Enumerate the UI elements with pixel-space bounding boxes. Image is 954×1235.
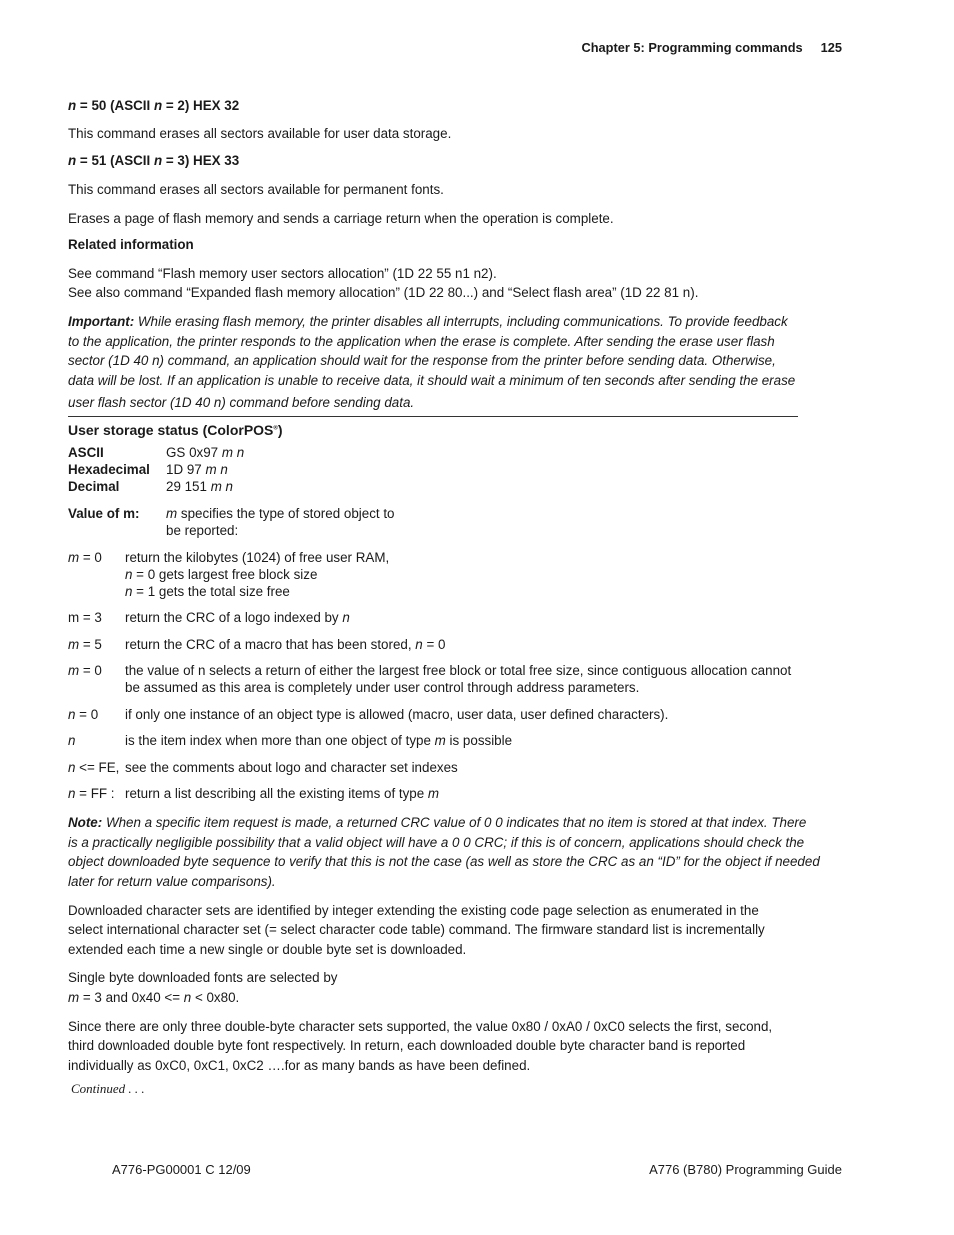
note-line-3: object downloaded byte sequence to verify that this is not the case (as well as store the CRC as an “ID” for the object if needed bbox=[68, 854, 820, 869]
important-label: Important: bbox=[68, 314, 135, 329]
page-number: 125 bbox=[820, 40, 842, 55]
page-header bbox=[581, 38, 842, 57]
param-desc: if only one instance of an object type is allowed (macro, user data, user defined characters). bbox=[125, 707, 669, 722]
section-title: User storage status (ColorPOS®) bbox=[68, 422, 283, 438]
note-line-1: Note: When a specific item request is made, a returned CRC value of 0 0 indicates that no item is stored at that index. There bbox=[68, 815, 807, 830]
value-of-m-label: Value of m: bbox=[68, 506, 140, 521]
note-line-2: is a practically negligible possibility that a valid object will have a 0 0 CRC; if this is of concern, applications should check the bbox=[68, 835, 805, 850]
param-key: n bbox=[68, 733, 76, 748]
para2-line-1: Single byte downloaded fonts are selected by bbox=[68, 970, 338, 985]
important-line-3: sector (1D 40 n) command, an application should wait for the response from the printer before sending data. Otherwise, bbox=[68, 353, 776, 368]
param-desc: return the CRC of a logo indexed by n bbox=[125, 610, 350, 625]
param-key: n <= FE, bbox=[68, 760, 120, 775]
para1-line-2: select international character set (= select character code table) command. The firmware standard list is incrementally bbox=[68, 922, 765, 937]
ascii-label: ASCII bbox=[68, 445, 104, 460]
important-line-1: Important: While erasing flash memory, the printer disables all interrupts, including communications. To provide feedback bbox=[68, 314, 788, 329]
n50-heading: n = 50 (ASCII n = 2) HEX 32 bbox=[68, 98, 240, 113]
important-line-4: data will be lost. If an application is unable to receive data, it should wait a minimum of ten seconds after sending the erase bbox=[68, 373, 796, 388]
param-key: m = 5 bbox=[68, 637, 102, 652]
value-of-m-line-2: be reported: bbox=[166, 523, 239, 538]
param-desc: return a list describing all the existing items of type m bbox=[125, 786, 440, 801]
related-line-1: See command “Flash memory user sectors allocation” (1D 22 55 n1 n2). bbox=[68, 266, 497, 281]
important-line-5: user flash sector (1D 40 n) command before sending data. bbox=[68, 395, 415, 410]
param-desc: the value of n selects a return of either the largest free block or total free size, since contiguous allocation cannot bbox=[125, 663, 792, 678]
param-desc: return the kilobytes (1024) of free user RAM, bbox=[125, 550, 390, 565]
para2-line-2: m = 3 and 0x40 <= n < 0x80. bbox=[68, 990, 240, 1005]
param-desc: is the item index when more than one object of type m is possible bbox=[125, 733, 513, 748]
para1-line-1: Downloaded character sets are identified by integer extending the existing code page selection as enumerated in the bbox=[68, 903, 759, 918]
ascii-value: GS 0x97 m n bbox=[166, 445, 245, 460]
n50-description: This command erases all sectors available for user data storage. bbox=[68, 126, 452, 141]
erase-description: Erases a page of flash memory and sends a carriage return when the operation is complete. bbox=[68, 211, 614, 226]
para1-line-3: extended each time a new single or double byte set is downloaded. bbox=[68, 942, 467, 957]
important-line-2: to the application, the printer responds to the application when the erase is complete. After sending the erase user flash bbox=[68, 334, 775, 349]
chapter-title: Chapter 5: Programming commands bbox=[581, 40, 803, 55]
param-desc: return the CRC of a macro that has been stored, n = 0 bbox=[125, 637, 446, 652]
param-desc: be assumed as this area is completely under user control through address parameters. bbox=[125, 680, 640, 695]
related-line-2: See also command “Expanded flash memory allocation” (1D 22 80...) and “Select flash area” (1D 22 81 n). bbox=[68, 285, 699, 300]
param-desc: see the comments about logo and character set indexes bbox=[125, 760, 458, 775]
para3-line-3: individually as 0xC0, 0xC1, 0xC2 ….for as many bands as have been defined. bbox=[68, 1058, 531, 1073]
param-desc: n = 0 gets largest free block size bbox=[125, 567, 318, 582]
n51-description: This command erases all sectors available for permanent fonts. bbox=[68, 182, 444, 197]
footer-doc-id: A776-PG00001 C 12/09 bbox=[112, 1162, 251, 1177]
continued-note: Continued . . . bbox=[71, 1081, 145, 1096]
decimal-label: Decimal bbox=[68, 479, 120, 494]
footer-guide-title: A776 (B780) Programming Guide bbox=[649, 1162, 842, 1177]
param-key: m = 0 bbox=[68, 550, 102, 565]
decimal-value: 29 151 m n bbox=[166, 479, 234, 494]
hex-label: Hexadecimal bbox=[68, 462, 150, 477]
param-key: m = 3 bbox=[68, 610, 102, 625]
n51-heading: n = 51 (ASCII n = 3) HEX 33 bbox=[68, 153, 240, 168]
para3-line-1: Since there are only three double-byte character sets supported, the value 0x80 / 0xA0 / 0xC0 selects the first, second, bbox=[68, 1019, 773, 1034]
hex-value: 1D 97 m n bbox=[166, 462, 228, 477]
related-heading: Related information bbox=[68, 237, 194, 252]
param-key: n = 0 bbox=[68, 707, 99, 722]
param-key: m = 0 bbox=[68, 663, 102, 678]
note-line-4: later for return value comparisons). bbox=[68, 874, 276, 889]
param-desc: n = 1 gets the total size free bbox=[125, 584, 290, 599]
value-of-m-line-1: m specifies the type of stored object to bbox=[166, 506, 395, 521]
para3-line-2: third downloaded double byte font respectively. In return, each downloaded double byte character band is reported bbox=[68, 1038, 746, 1053]
section-divider bbox=[68, 416, 798, 417]
note-label: Note: bbox=[68, 815, 103, 830]
param-key: n = FF : bbox=[68, 786, 115, 801]
